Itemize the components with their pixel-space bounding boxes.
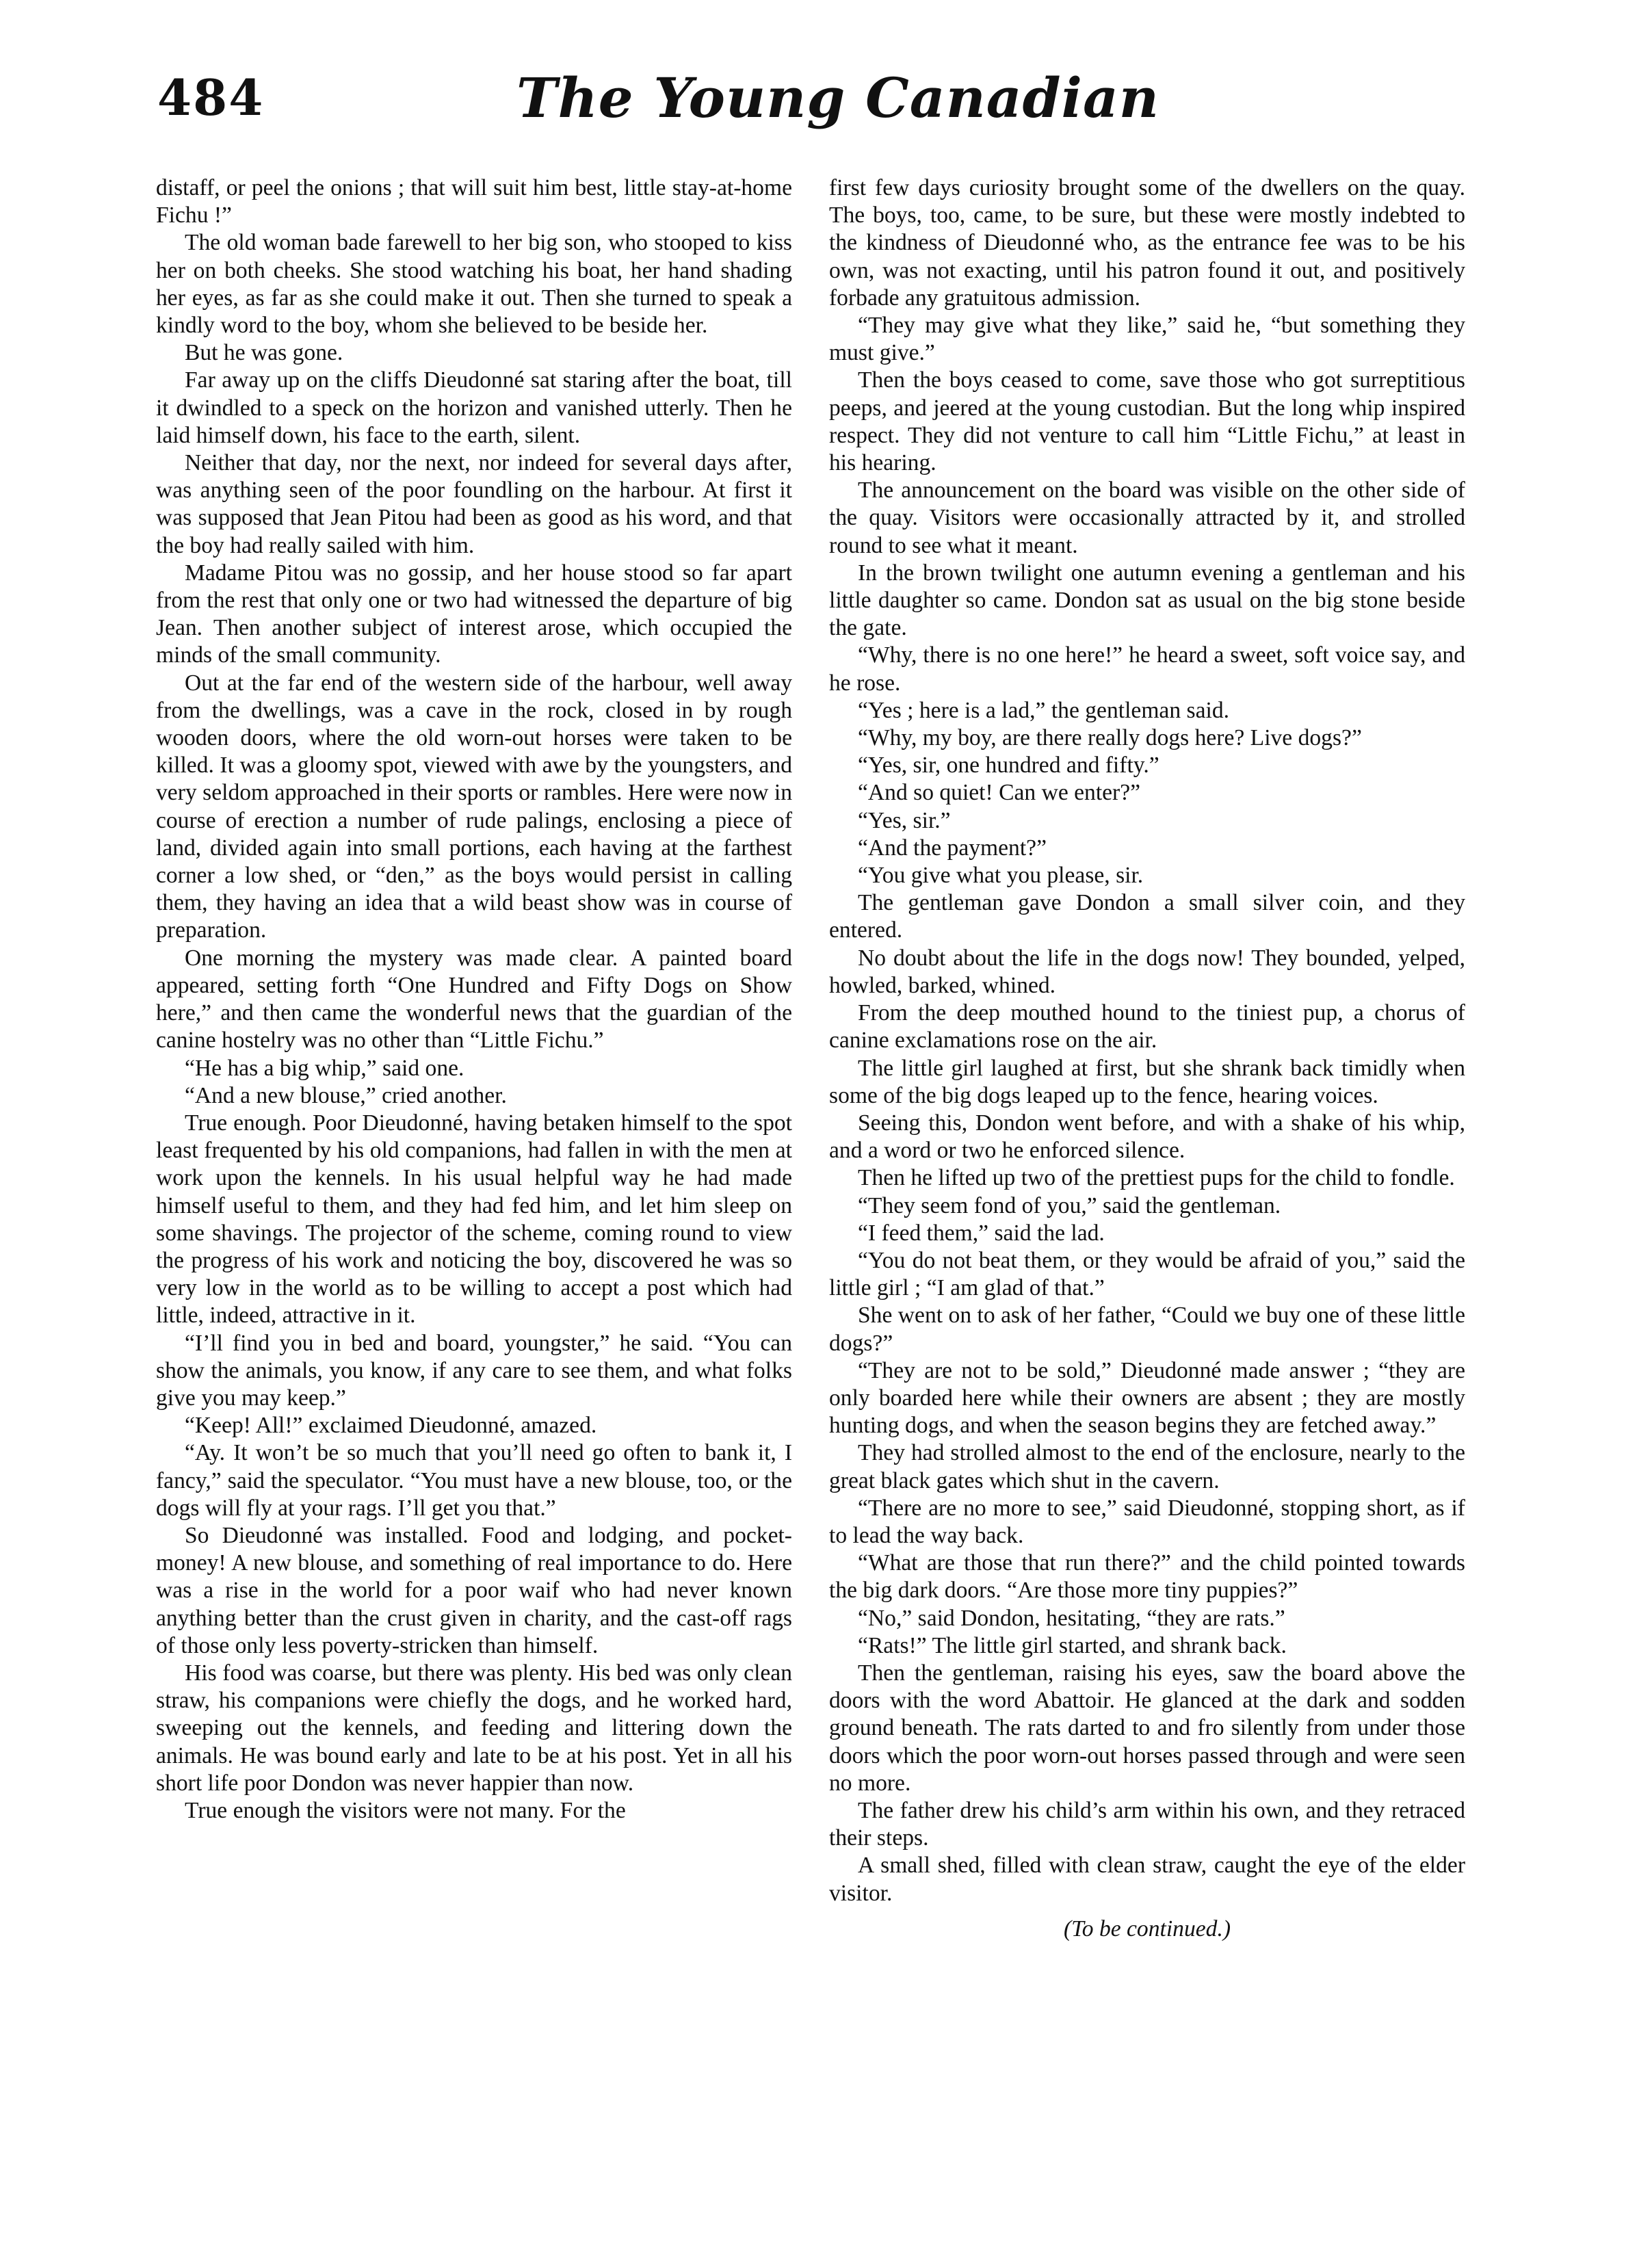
paragraph: “And so quiet! Can we enter?” xyxy=(858,780,1141,806)
paragraph: The old woman bade farewell to her big son, who stooped to kiss her on both cheeks. She stood watching his boat, her hand shading her eyes, as far as she could make it out. Then she turned to speak a kindly word to the boy, whom she believed to be beside her. xyxy=(156,230,792,339)
paragraph: “Yes, sir, one hundred and fifty.” xyxy=(858,753,1159,779)
paragraph: Far away up on the cliffs Dieudonné sat staring after the boat, till it dwindled to a speck on the horizon and vanished utterly. Then he laid himself down, his face to the earth, silent. xyxy=(156,367,792,448)
paragraph: From the deep mouthed hound to the tiniest pup, a chorus of canine exclamations rose on the air. xyxy=(829,1000,1465,1054)
paragraph: Then the gentleman, raising his eyes, saw the board above the doors with the word Abattoir. He glanced at the dark and sodden ground beneath. The rats darted to and fro silently from under those doors which the poor worn-out horses passed through and were seen no more. xyxy=(829,1660,1465,1796)
paragraph: “They are not to be sold,” Dieudonné made answer ; “they are only boarded here while their owners are absent ; they are mostly hunting dogs, and when the season begins they are fetched away.” xyxy=(829,1357,1465,1439)
paragraph: The little girl laughed at first, but she shrank back timidly when some of the big dogs leaped up to the fence, hearing voices. xyxy=(829,1055,1465,1108)
paragraph: Then he lifted up two of the prettiest pups for the child to fondle. xyxy=(858,1165,1455,1191)
paragraph: His food was coarse, but there was plenty. His bed was only clean straw, his companions were chiefly the dogs, and he worked hard, sweeping out the kennels, and feeding and littering down the animals. He was bound early and late to be at his post. Yet in all his short life poor Dondon was never happier than now. xyxy=(156,1660,792,1796)
paragraph: “He has a big whip,” said one. xyxy=(185,1055,464,1081)
paragraph: True enough the visitors were not many. For the xyxy=(185,1797,626,1823)
paragraph: Madame Pitou was no gossip, and her house stood so far apart from the rest that only one or two had witnessed the departure of big Jean. Then another subject of interest arose, which occupied the minds of the small community. xyxy=(156,560,792,668)
paragraph: “Why, there is no one here!” he heard a sweet, soft voice say, and he rose. xyxy=(829,642,1465,696)
paragraph: Then the boys ceased to come, save those who got surreptitious peeps, and jeered at the young custodian. But the long whip inspired respect. They did not venture to call him “Little Fichu,” at least in his hearing. xyxy=(829,367,1465,476)
paragraph: No doubt about the life in the dogs now! They bounded, yelped, howled, barked, whined. xyxy=(829,945,1465,998)
paragraph: “No,” said Dondon, hesitating, “they are rats.” xyxy=(858,1605,1285,1631)
paragraph: One morning the mystery was made clear. A painted board appeared, setting forth “One Hundred and Fifty Dogs on Show here,” and then came the wonderful news that the guardian of the canine hostelry was no other than “Little Fichu.” xyxy=(156,945,792,1054)
page-header xyxy=(109,68,1566,171)
page-number: 484 xyxy=(157,68,265,127)
paragraph: Neither that day, nor the next, nor indeed for several days after, was anything seen of the poor foundling on the harbour. At first it was supposed that Jean Pitou had been as good as his word, and that the boy had really sailed with him. xyxy=(156,450,792,558)
paragraph: “Yes, sir.” xyxy=(858,807,951,833)
paragraph: “What are those that run there?” and the child pointed towards the big dark doors. “Are those more tiny puppies?” xyxy=(829,1550,1465,1604)
journal-title: The Young Canadian xyxy=(516,66,1159,130)
paragraph: “They seem fond of you,” said the gentleman. xyxy=(858,1192,1281,1218)
paragraph: “Why, my boy, are there really dogs here? Live dogs?” xyxy=(858,725,1362,751)
paragraph: But he was gone. xyxy=(185,340,343,366)
paragraph: They had strolled almost to the end of the enclosure, nearly to the great black gates which shut in the cavern. xyxy=(829,1440,1465,1493)
paragraph: Seeing this, Dondon went before, and with a shake of his whip, and a word or two he enforced silence. xyxy=(829,1110,1465,1164)
paragraph: “I feed them,” said the lad. xyxy=(858,1220,1105,1246)
paragraph: “Keep! All!” exclaimed Dieudonné, amazed. xyxy=(185,1413,597,1439)
paragraph: So Dieudonné was installed. Food and lodging, and pocket-money! A new blouse, and something of real importance to do. Here was a rise in the world for a poor waif who had never known anything better than the crust given in charity, and the cast-off rags of those only less poverty-stricken than himself. xyxy=(156,1522,792,1658)
paragraph: The father drew his child’s arm within his own, and they retraced their steps. xyxy=(829,1797,1465,1851)
paragraph: “Rats!” The little girl started, and shrank back. xyxy=(858,1632,1287,1658)
right-column xyxy=(829,174,1465,1943)
paragraph: first few days curiosity brought some of the dwellers on the quay. The boys, too, came, to be sure, but these were mostly indebted to the kindness of Dieudonné who, as the entrance fee was to be his own, was not exacting, until his patron found it out, and positively forbade any gratuitous admission. xyxy=(829,175,1465,311)
left-column xyxy=(156,174,792,1825)
paragraph: “Yes ; here is a lad,” the gentleman said. xyxy=(858,697,1230,723)
paragraph: “I’ll find you in bed and board, youngster,” he said. “You can show the animals, you know, if any care to see them, and what folks give you may keep.” xyxy=(156,1330,792,1411)
paragraph: A small shed, filled with clean straw, caught the eye of the elder visitor. xyxy=(829,1853,1465,1906)
paragraph: “And the payment?” xyxy=(858,835,1047,861)
paragraph: She went on to ask of her father, “Could we buy one of these little dogs?” xyxy=(829,1303,1465,1356)
paragraph: “You do not beat them, or they would be afraid of you,” said the little girl ; “I am glad of that.” xyxy=(829,1247,1465,1301)
paragraph: In the brown twilight one autumn evening a gentleman and his little daughter so came. Dondon sat as usual on the big stone beside the gate. xyxy=(829,560,1465,641)
paragraph: “And a new blouse,” cried another. xyxy=(185,1082,507,1108)
paragraph: The gentleman gave Dondon a small silver coin, and they entered. xyxy=(829,890,1465,943)
paragraph: True enough. Poor Dieudonné, having betaken himself to the spot least frequented by his old companions, had fallen in with the men at work upon the kennels. In his usual helpful way he had made himself useful to them, and they had fed him, and let him sleep on some shavings. The projector of the scheme, coming round to view the progress of his work and noticing the boy, discovered he was so very low in the world as to be willing to accept a post which had little, indeed, attractive in it. xyxy=(156,1110,792,1329)
paragraph: “There are no more to see,” said Dieudonné, stopping short, as if to lead the way back. xyxy=(829,1495,1465,1548)
paragraph: The announcement on the board was visible on the other side of the quay. Visitors were occasionally attracted by it, and strolled round to see what it meant. xyxy=(829,478,1465,558)
paragraph: “They may give what they like,” said he, “but something they must give.” xyxy=(829,313,1465,366)
paragraph: “You give what you please, sir. xyxy=(858,863,1144,889)
paragraph: “Ay. It won’t be so much that you’ll need go often to bank it, I fancy,” said the speculator. “You must have a new blouse, too, or the dogs will fly at your rags. I’ll get you that.” xyxy=(156,1440,792,1521)
paragraph: distaff, or peel the onions ; that will suit him best, little stay-at-home Fichu !” xyxy=(156,175,792,228)
paragraph: Out at the far end of the western side of the harbour, well away from the dwellings, was a cave in the rock, closed in by rough wooden doors, where the old worn-out horses were taken to be killed. It was a gloomy spot, viewed with awe by the youngsters, and very seldom approached in their sports or rambles. Here were now in course of erection a number of rude palings, enclosing a piece of land, divided again into small portions, each having at the farthest corner a low shed, or “den,” as the boys would persist in calling them, they having an idea that a wild beast show was in course of preparation. xyxy=(156,670,792,943)
continued-note: (To be continued.) xyxy=(1063,1916,1231,1942)
